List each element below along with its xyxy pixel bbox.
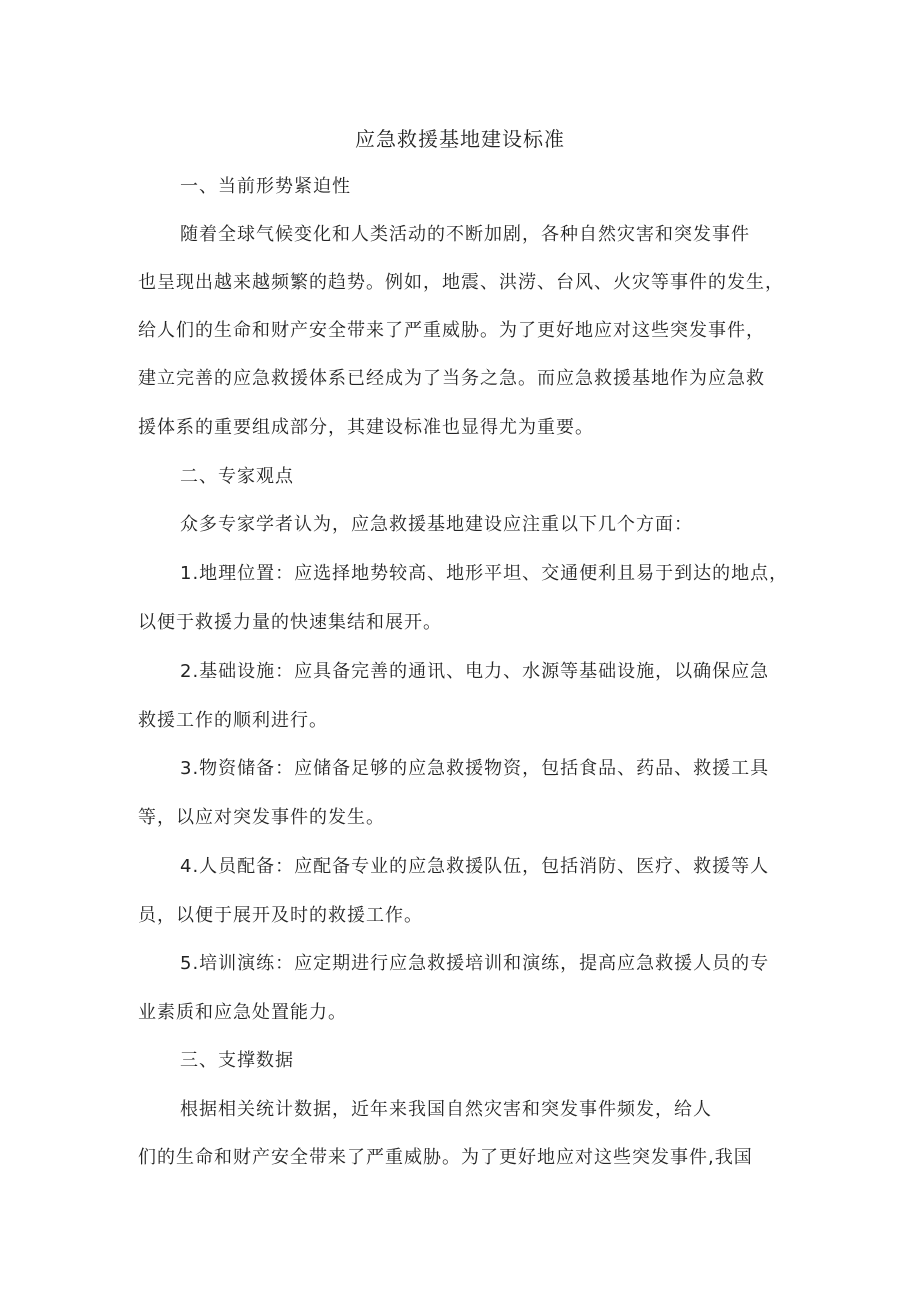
list-item-line: 2.基础设施：应具备完善的通讯、电力、水源等基础设施，以确保应急 <box>180 661 770 682</box>
document-title: 应急救援基地建设标准 <box>355 127 565 151</box>
section-heading-1: 一、当前形势紧迫性 <box>180 176 351 197</box>
section-heading-2: 二、专家观点 <box>180 466 294 487</box>
paragraph-line: 给人们的生命和财产安全带来了严重威胁。为了更好地应对这些突发事件， <box>138 320 765 341</box>
list-item-line: 以便于救援力量的快速集结和展开。 <box>138 612 442 633</box>
paragraph-line: 援体系的重要组成部分，其建设标准也显得尤为重要。 <box>138 417 594 438</box>
list-item-line: 救援工作的顺利进行。 <box>138 710 328 731</box>
list-item-line: 4.人员配备：应配备专业的应急救援队伍，包括消防、医疗、救援等人 <box>180 856 770 877</box>
list-item-line: 等，以应对突发事件的发生。 <box>138 807 385 828</box>
paragraph-line: 根据相关统计数据，近年来我国自然灾害和突发事件频发，给人 <box>180 1099 712 1120</box>
paragraph-line: 们的生命和财产安全带来了严重威胁。为了更好地应对这些突发事件,我国 <box>138 1147 753 1168</box>
section-heading-3: 三、支撑数据 <box>180 1050 294 1071</box>
paragraph-line: 随着全球气候变化和人类活动的不断加剧，各种自然灾害和突发事件 <box>180 224 750 245</box>
list-item-line: 员，以便于展开及时的救援工作。 <box>138 905 423 926</box>
list-item-line: 5.培训演练：应定期进行应急救援培训和演练，提高应急救援人员的专 <box>180 953 770 974</box>
list-item-line: 3.物资储备：应储备足够的应急救援物资，包括食品、药品、救援工具 <box>180 758 770 779</box>
paragraph-line: 也呈现出越来越频繁的趋势。例如，地震、洪涝、台风、火灾等事件的发生， <box>138 272 784 293</box>
list-item-line: 1.地理位置：应选择地势较高、地形平坦、交通便利且易于到达的地点， <box>180 563 789 584</box>
paragraph-line: 众多专家学者认为，应急救援基地建设应注重以下几个方面： <box>180 514 693 535</box>
paragraph-line: 建立完善的应急救援体系已经成为了当务之急。而应急救援基地作为应急救 <box>138 368 765 389</box>
list-item-line: 业素质和应急处置能力。 <box>138 1002 347 1023</box>
